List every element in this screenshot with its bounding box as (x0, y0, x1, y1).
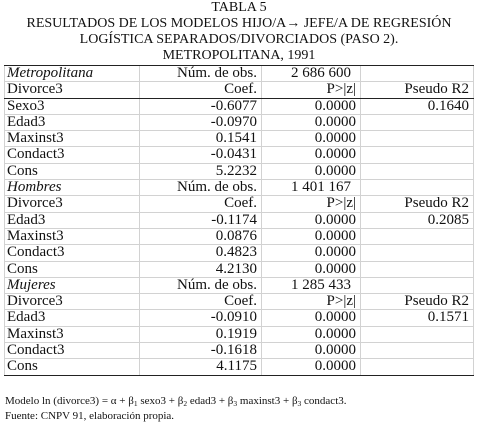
column-header-coef: Coef. (140, 294, 262, 309)
coef-value: 4.1175 (140, 359, 262, 374)
beta-subscript: 2 (183, 399, 188, 408)
group-label: Mujeres (4, 278, 140, 293)
p-value: 0.0000 (262, 115, 361, 130)
group-label: Hombres (4, 180, 140, 195)
model-footnote (5, 394, 347, 409)
dependent-variable-label: Divorce3 (4, 294, 140, 309)
table-row (4, 343, 474, 359)
empty-cell (361, 245, 474, 260)
table-row (4, 131, 474, 147)
model-text: condact3. (301, 395, 347, 407)
empty-cell (361, 180, 474, 195)
empty-cell (361, 359, 474, 374)
source-footnote: Fuente: CNPV 91, elaboración propia. (5, 409, 175, 422)
p-value: 0.0000 (262, 262, 361, 277)
coef-value: 0.4823 (140, 245, 262, 260)
table-row (4, 262, 474, 278)
column-header-row (4, 82, 474, 98)
coef-value: -0.1174 (140, 213, 262, 228)
coef-value: -0.0431 (140, 147, 262, 162)
beta-subscript: 1 (133, 399, 138, 408)
obs-label: Núm. de obs. (140, 66, 262, 81)
coef-value: 4.2130 (140, 262, 262, 277)
empty-cell (361, 164, 474, 179)
empty-cell (361, 131, 474, 146)
variable-name: Edad3 (4, 115, 140, 130)
column-header-row (4, 196, 474, 212)
variable-name: Cons (4, 262, 140, 277)
table-row (4, 310, 474, 326)
column-header-p: P>|z| (262, 294, 361, 309)
model-text: Modelo ln (divorce3) = α + β (5, 395, 134, 407)
p-value: 0.0000 (262, 131, 361, 146)
table-row (4, 213, 474, 229)
dependent-variable-label: Divorce3 (4, 82, 140, 97)
coef-value: 0.1541 (140, 131, 262, 146)
obs-label: Núm. de obs. (140, 180, 262, 195)
table-title-line-3: METROPOLITANA, 1991 (162, 48, 316, 63)
coef-value: -0.1618 (140, 343, 262, 358)
p-value: 0.0000 (262, 327, 361, 342)
model-text: sexo3 + β (137, 395, 184, 407)
variable-name: Condact3 (4, 245, 140, 260)
variable-name: Condact3 (4, 147, 140, 162)
p-value: 0.0000 (262, 359, 361, 374)
table-row (4, 327, 474, 343)
coef-value: 0.1919 (140, 327, 262, 342)
variable-name: Condact3 (4, 343, 140, 358)
p-value: 0.0000 (262, 147, 361, 162)
p-value: 0.0000 (262, 99, 361, 114)
variable-name: Cons (4, 359, 140, 374)
table-row (4, 359, 474, 375)
column-header-p: P>|z| (262, 82, 361, 97)
table-number: TABLA 5 (211, 0, 267, 15)
variable-name: Cons (4, 164, 140, 179)
group-row (4, 66, 474, 82)
column-header-coef: Coef. (140, 82, 262, 97)
column-header-coef: Coef. (140, 196, 262, 211)
beta-subscript: 3 (297, 399, 302, 408)
dependent-variable-label: Divorce3 (4, 196, 140, 211)
obs-value: 1 401 167 (262, 180, 361, 195)
empty-cell (361, 327, 474, 342)
obs-label: Núm. de obs. (140, 278, 262, 293)
table-title-line-2: LOGÍSTICA SEPARADOS/DIVORCIADOS (PASO 2). (79, 32, 399, 47)
beta-subscript: 3 (233, 399, 238, 408)
p-value: 0.0000 (262, 213, 361, 228)
p-value: 0.0000 (262, 310, 361, 325)
empty-cell (361, 343, 474, 358)
table-row (4, 115, 474, 131)
variable-name: Maxinst3 (4, 229, 140, 244)
obs-value: 1 285 433 (262, 278, 361, 293)
column-header-pseudo-r2: Pseudo R2 (361, 294, 474, 309)
empty-cell (361, 278, 474, 293)
p-value: 0.0000 (262, 229, 361, 244)
group-label: Metropolitana (4, 66, 140, 81)
p-value: 0.0000 (262, 343, 361, 358)
empty-cell (361, 147, 474, 162)
column-header-row (4, 294, 474, 310)
p-value: 0.0000 (262, 245, 361, 260)
column-header-p: P>|z| (262, 196, 361, 211)
group-row (4, 278, 474, 294)
column-header-pseudo-r2: Pseudo R2 (361, 82, 474, 97)
column-header-pseudo-r2: Pseudo R2 (361, 196, 474, 211)
pseudo-r2-value: 0.1571 (361, 310, 474, 325)
group-row (4, 180, 474, 196)
table-row (4, 229, 474, 245)
empty-cell (361, 229, 474, 244)
variable-name: Sexo3 (4, 99, 140, 114)
table-title-line-1: RESULTADOS DE LOS MODELOS HIJO/A→ JEFE/A DE REGRESIÓN (26, 16, 452, 31)
model-text: edad3 + β (187, 395, 234, 407)
regression-table (4, 65, 474, 376)
table-row (4, 164, 474, 180)
pseudo-r2-value: 0.2085 (361, 213, 474, 228)
table-title (0, 0, 478, 64)
variable-name: Edad3 (4, 310, 140, 325)
p-value: 0.0000 (262, 164, 361, 179)
coef-value: -0.0970 (140, 115, 262, 130)
variable-name: Maxinst3 (4, 327, 140, 342)
obs-value: 2 686 600 (262, 66, 361, 81)
coef-value: 5.2232 (140, 164, 262, 179)
coef-value: -0.6077 (140, 99, 262, 114)
variable-name: Edad3 (4, 213, 140, 228)
empty-cell (361, 262, 474, 277)
table-notes (5, 394, 347, 423)
table-row (4, 245, 474, 261)
pseudo-r2-value: 0.1640 (361, 99, 474, 114)
empty-cell (361, 115, 474, 130)
variable-name: Maxinst3 (4, 131, 140, 146)
model-text: maxinst3 + β (237, 395, 298, 407)
table-row (4, 99, 474, 115)
table-row (4, 147, 474, 163)
coef-value: -0.0910 (140, 310, 262, 325)
coef-value: 0.0876 (140, 229, 262, 244)
empty-cell (361, 66, 474, 81)
